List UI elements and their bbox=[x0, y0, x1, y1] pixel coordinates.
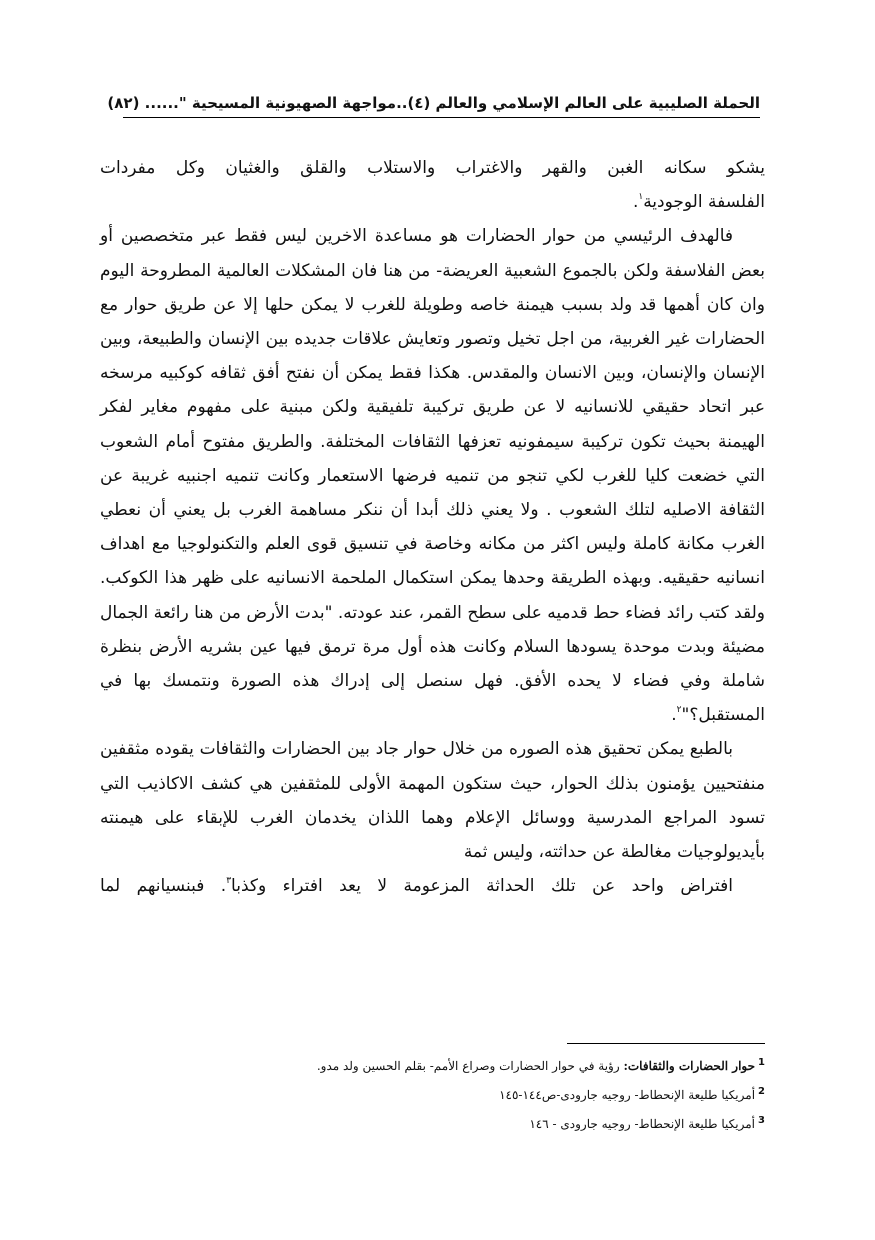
footnote-number: 3 bbox=[758, 1115, 765, 1126]
paragraph-2 bbox=[100, 219, 765, 732]
sentence-end: . bbox=[632, 192, 639, 213]
body-line: المشكلات العالمية المطروحة اليوم وان كان أهمها قد ولد بسبب هيمنة خاصه bbox=[100, 260, 765, 315]
paragraph-1 bbox=[100, 151, 765, 219]
body-line: مفهوم مغاير لفكر الهيمنة بحيث تكون تركيبة سيمفونيه تعزفها الثقافات المختلفة. bbox=[100, 397, 765, 452]
body-text bbox=[100, 151, 765, 903]
body-line: الفلسفة الوجودية bbox=[643, 192, 765, 213]
body-line: والإنسان، وبين الانسان والمقدس. هكذا فقط يمكن أن نفتح أفق ثقافه كوكبيه bbox=[159, 363, 707, 384]
body-line: ولقد كتب رائد فضاء حط قدميه على سطح القمر، عند عودته. "بدت الأرض من bbox=[218, 602, 765, 623]
footnote-number: 2 bbox=[758, 1086, 765, 1097]
footnote-1 bbox=[200, 1050, 765, 1079]
footnote-separator bbox=[567, 1043, 765, 1044]
footnote-ref-3[interactable]: ٣ bbox=[226, 876, 232, 887]
body-line: وطويلة للغرب لا يمكن حلها إلا عن طريق حوار مع الحضارات غير الغربية، من اجل bbox=[100, 294, 765, 350]
footnote-ref-1[interactable]: ١ bbox=[638, 192, 644, 203]
body-line: افتراض واحد عن تلك الحداثة المزعومة لا يعد افتراء وكذبا bbox=[231, 876, 733, 897]
body-line: وبهذه الطريقة وحدها يمكن استكمال الملحمة الانسانيه على ظهر هذا الكوكب. bbox=[100, 568, 652, 589]
footnote-2 bbox=[200, 1079, 765, 1108]
footnote-3 bbox=[200, 1108, 765, 1137]
footnote-number: 1 bbox=[758, 1057, 765, 1068]
footnotes bbox=[200, 1050, 765, 1137]
body-line: متخصصين أو بعض الفلاسفة ولكن بالجموع الشعبية العريضة- من هنا فان bbox=[100, 226, 765, 281]
body-line: فيها عين بشريه الأرض بنظرة شاملة وفي فضاء لا يحده الأفق. فهل سنصل إلى bbox=[100, 636, 766, 692]
footnote-text: أمريكيا طليعة الإنحطاط- روجيه جارودى-ص١٤٤-١٤٥ bbox=[499, 1088, 756, 1102]
body-line: يخدمان الغرب للإبقاء على هيمنته بأيديولوجيات مغالطة عن حداثته، وليس ثمة bbox=[100, 807, 765, 863]
body-line: هنا رائعة الجمال مضيئة وبدت موحدة يسودها السلام وكانت هذه أول مرة ترمق bbox=[100, 602, 766, 657]
body-line: مرسخه عبر اتحاد حقيقي للانسانيه لا عن طريق تركيبة تلفيقية ولكن مبنية على bbox=[100, 363, 765, 418]
body-line: بالطبع يمكن تحقيق هذه الصوره من خلال حوار جاد بين الحضارات والثقافات bbox=[199, 739, 734, 760]
body-line: ذلك أبدا أن ننكر مساهمة الغرب بل يعني أن نعطي الغرب مكانة كاملة وليس اكثر bbox=[100, 500, 765, 555]
body-line-last bbox=[100, 869, 765, 903]
body-line-tail: . فبنسيانهم لما bbox=[100, 876, 227, 897]
paragraph-3 bbox=[100, 732, 765, 903]
body-line: إدراك هذه الصورة ونتمسك بها في المستقبل؟" bbox=[100, 671, 765, 726]
footnote-lead: حوار الحضارات والثقافات: bbox=[623, 1059, 756, 1073]
body-line: يشكو سكانه الغبن والقهر والاغتراب والاستلاب والقلق والغثيان وكل مفردات bbox=[100, 158, 765, 178]
footnote-text: رؤية في حوار الحضارات وصراع الأمم- بقلم الحسين ولد مدو. bbox=[316, 1059, 624, 1073]
body-line: الاستعمار وكانت تنميه اجنبيه غريبة عن الثقافة الاصليه لتلك الشعوب . ولا يعني bbox=[100, 465, 766, 521]
body-line: تخيل وتصور وتعايش علاقات جديده بين الإنسان والطبيعة، وبين الإنسان bbox=[100, 329, 766, 384]
body-line: يقوده مثقفين منفتحيين يؤمنون بذلك الحوار، حيث ستكون المهمة الأولى للمثقفين bbox=[100, 739, 766, 794]
sentence-end: . bbox=[671, 705, 677, 726]
footnote-ref-2[interactable]: ٢ bbox=[676, 705, 682, 716]
body-line: فالهدف الرئيسي من حوار الحضارات هو مساعدة الاخرين ليس فقط عبر bbox=[201, 226, 733, 247]
body-line: والطريق مفتوح أمام الشعوب التي خضعت كليا للغرب لكي تنجو من تنميه فرضها bbox=[100, 431, 766, 486]
running-header: الحملة الصليبية على العالم الإسلامي والعالم (٤)..مواجهة الصهيونية المسيحية "...... (٨٢) bbox=[107, 94, 760, 112]
header-rule bbox=[123, 117, 760, 118]
body-line: هي كشف الاكاذيب التي تسود المراجع المدرسية ووسائل الإعلام وهما اللذان bbox=[100, 773, 765, 828]
body-line: من مكانه وخاصة في تنسيق قوى العلم والتكنولوجيا مع اهداف انسانيه حقيقيه. bbox=[100, 534, 765, 589]
footnote-text: أمريكيا طليعة الإنحطاط- روجيه جارودى - ١٤٦ bbox=[529, 1117, 756, 1131]
